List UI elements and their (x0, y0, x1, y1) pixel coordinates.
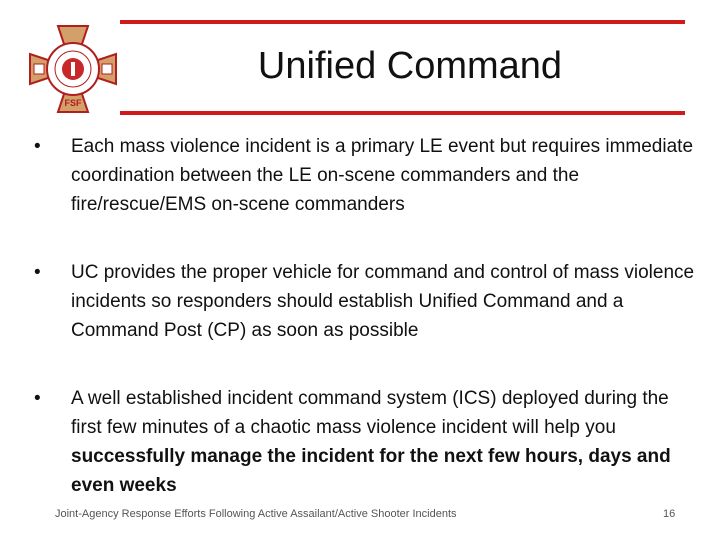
bullet-text: UC provides the proper vehicle for command and control of mass violence incidents so responders should establish Unified Command and a Command Post (CP) as soon as possible (71, 262, 695, 341)
title-bottom-rule (120, 111, 685, 115)
footer-text: Joint-Agency Response Efforts Following Active Assailant/Active Shooter Incidents (55, 508, 457, 520)
bullet-text: Each mass violence incident is a primary LE event but requires immediate coordination between the LE on-scene commanders and the fire/rescue/EMS on-scene commanders (71, 136, 694, 215)
logo-center-text: FSF (64, 98, 82, 108)
title-top-rule (120, 20, 685, 24)
bullet-dot: • (34, 262, 41, 283)
bullet-dot: • (34, 136, 41, 157)
bullet-dot: • (34, 388, 41, 409)
bullet-text (71, 384, 698, 500)
slide-title: Unified Command (257, 45, 563, 87)
maltese-cross-fire-service-emblem-icon (26, 22, 120, 116)
page-number: 16 (663, 508, 676, 520)
bullet-text-plain: A well established incident command system (ICS) deployed during the first few minutes of a chaotic mass violence incident will help you (71, 388, 669, 438)
bullet-text-bold: successfully manage the incident for the next few hours, days and even weeks (71, 446, 671, 496)
